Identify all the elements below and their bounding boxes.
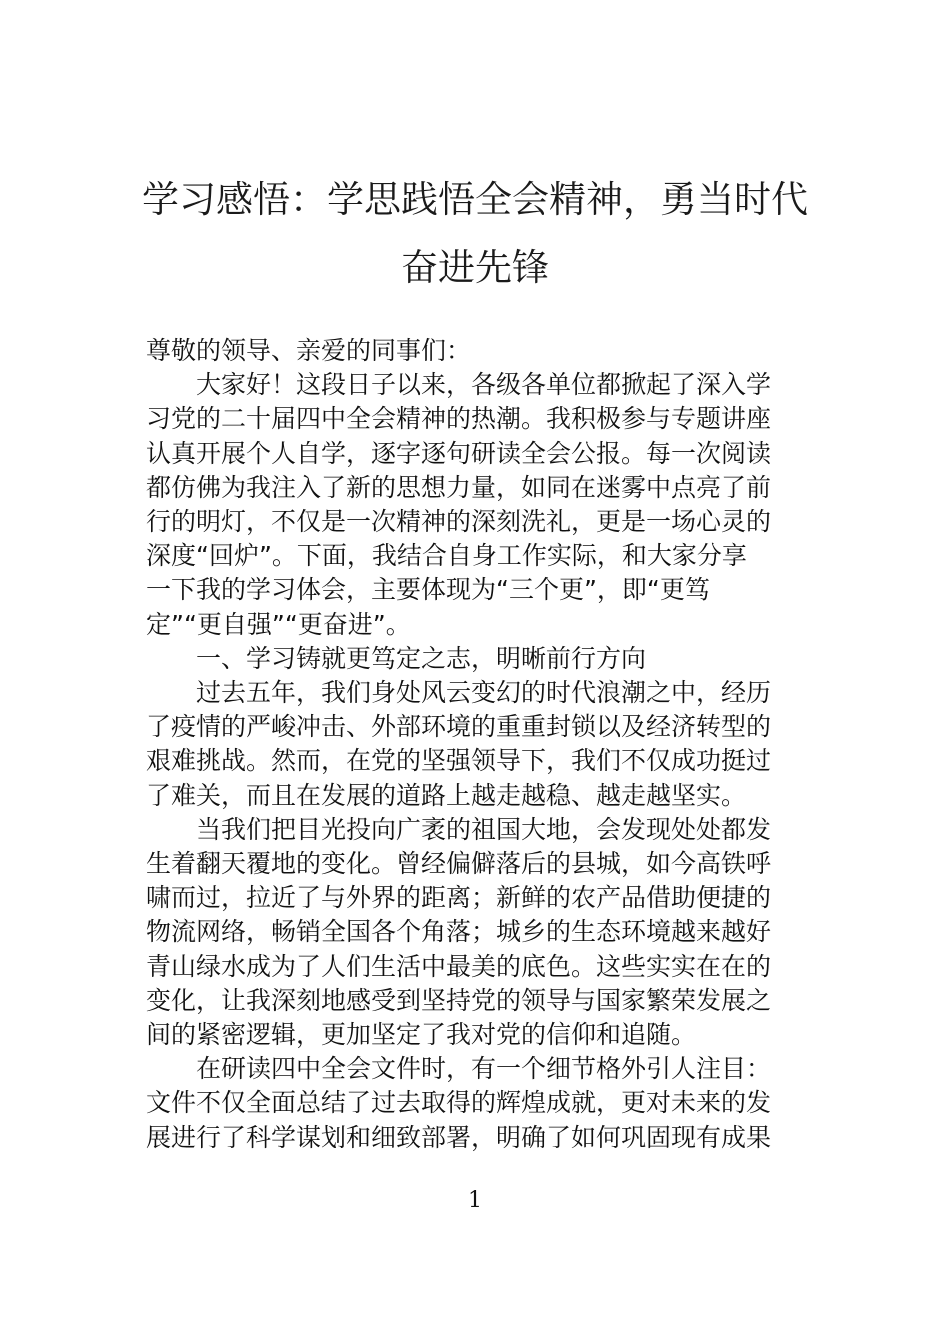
paragraph-greeting <box>146 368 810 642</box>
paragraph-line: 了疫情的严峻冲击、外部环境的重重封锁以及经济转型的 <box>146 712 772 742</box>
paragraph-line: 一下我的学习体会，主要体现为“三个更”，即“更笃 <box>146 575 710 605</box>
paragraph-line: 文件不仅全面总结了过去取得的辉煌成就，更对未来的发 <box>146 1088 772 1118</box>
paragraph-line: 青山绿水成为了人们生活中最美的底色。这些实实在在的 <box>146 951 772 981</box>
paragraph-line: 在研读四中全会文件时，有一个细节格外引人注目： <box>196 1054 772 1084</box>
salutation: 尊敬的领导、亲爱的同事们： <box>146 336 472 365</box>
paragraph-line: 大家好！这段日子以来，各级各单位都掀起了深入学 <box>196 370 772 400</box>
paragraph-line: 定”“更自强”“更奋进”。 <box>146 609 411 639</box>
paragraph-studying-documents <box>146 1052 810 1155</box>
paragraph-line: 都仿佛为我注入了新的思想力量，如同在迷雾中点亮了前 <box>146 472 772 502</box>
paragraph-line: 行的明灯，不仅是一次精神的深刻洗礼，更是一场心灵的 <box>146 507 772 537</box>
paragraph-line: 变化，让我深刻地感受到坚持党的领导与国家繁荣发展之 <box>146 985 772 1015</box>
title-line-1: 学习感悟：学思践悟全会精神，勇当时代 <box>142 178 808 221</box>
paragraph-line: 当我们把目光投向广袤的祖国大地，会发现处处都发 <box>196 814 772 844</box>
paragraph-past-five-years <box>146 676 810 813</box>
paragraph-line: 物流网络，畅销全国各个角落；城乡的生态环境越来越好 <box>146 917 772 947</box>
paragraph-line: 深度“回炉”。下面，我结合自身工作实际，和大家分享 <box>146 541 747 571</box>
section-heading-1 <box>146 642 810 676</box>
page-number: 1 <box>468 1188 482 1213</box>
paragraph-line: 过去五年，我们身处风云变幻的时代浪潮之中，经历 <box>196 678 772 708</box>
paragraph-changes <box>146 813 810 1052</box>
paragraph-line: 间的紧密逻辑，更加坚定了我对党的信仰和追随。 <box>146 1020 697 1050</box>
section-heading-line: 一、学习铸就更笃定之志，明晰前行方向 <box>196 643 647 673</box>
title-line-2: 奋进先锋 <box>401 246 549 289</box>
document-body <box>146 334 810 1155</box>
paragraph-line: 认真开展个人自学，逐字逐句研读全会公报。每一次阅读 <box>146 438 772 468</box>
paragraph-line: 艰难挑战。然而，在党的坚强领导下，我们不仅成功挺过 <box>146 746 772 776</box>
paragraph-line: 啸而过，拉近了与外界的距离；新鲜的农产品借助便捷的 <box>146 883 772 913</box>
paragraph-line: 了难关，而且在发展的道路上越走越稳、越走越坚实。 <box>146 780 747 810</box>
paragraph-line: 展进行了科学谋划和细致部署，明确了如何巩固现有成果 <box>146 1122 772 1152</box>
paragraph-line: 习党的二十届四中全会精神的热潮。我积极参与专题讲座 <box>146 404 772 434</box>
paragraph-line: 生着翻天覆地的变化。曾经偏僻落后的县城，如今高铁呼 <box>146 849 772 879</box>
document-title <box>0 166 950 302</box>
